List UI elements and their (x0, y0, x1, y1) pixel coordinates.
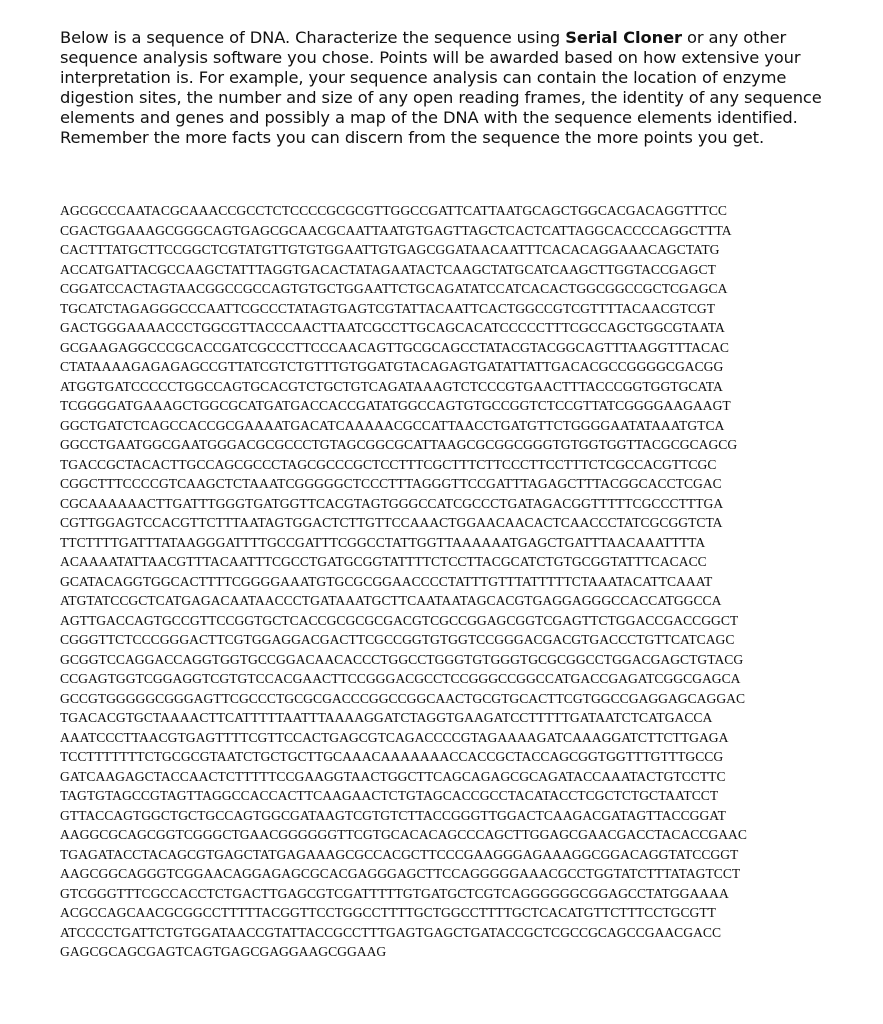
sequence-line: GCGAAGAGGCCCGCACCGATCGCCCTTCCCAACAGTTGCGCAGCCTATACGTACGGCAGTTTAAGGTTTACAC (60, 339, 729, 355)
sequence-line: AAGCGGCAGGGTCGGAACAGGAGAGCGCACGAGGGAGCTTCCAGGGGGAAACGCCTGGTATCTTTATAGTCCT (60, 866, 741, 881)
sequence-line: GGCCTGAATGGCGAATGGGACGCGCCCTGTAGCGGCGCATTAAGCGCGGCGGGTGTGGTGGTTACGCGCAGCG (60, 437, 738, 452)
sequence-line: ACGCCAGCAACGCGGCCTTTTTACGGTTCCTGGCCTTTTGCTGGCCTTTTGCTCACATGTTCTTTCCTGCGTT (60, 905, 716, 920)
sequence-line: CGACTGGAAAGCGGGCAGTGAGCGCAACGCAATTAATGTGAGTTAGCTCACTCATTAGGCACCCCAGGCTTTA (60, 222, 732, 238)
sequence-line: TAGTGTAGCCGTAGTTAGGCCACCACTTCAAGAACTCTGTAGCACCGCCTACATACCTCGCTCTGCTAATCCT (60, 788, 719, 803)
sequence-line: GATCAAGAGCTACCAACTCTTTTTCCGAAGGTAACTGGCTTCAGCAGAGCGCAGATACCAAATACTGTCCTTC (60, 768, 726, 784)
sequence-line: ATGGTGATCCCCCTGGCCAGTGCACGTCTGCTGTCAGATAAAGTCTCCCGTGAACTTTACCCGGTGGTGCATA (60, 378, 723, 394)
sequence-line: TGAGATACCTACAGCGTGAGCTATGAGAAAGCGCCACGCTTCCCGAAGGGAGAAAGGCGGACAGGTATCCGGT (60, 846, 739, 862)
sequence-line: TGACACGTGCTAAAACTTCATTTTTAATTTAAAAGGATCTAGGTGAAGATCCTTTTTGATAATCTCATGACCA (60, 710, 713, 725)
sequence-line: GGCTGATCTCAGCCACCGCGAAAATGACATCAAAAACGCCATTAACCTGATGTTCTGGGGAATATAAATGTCA (60, 417, 725, 433)
sequence-line: TTCTTTTGATTTATAAGGGATTTTGCCGATTTCGGCCTATTGGTTAAAAAATGAGCTGATTTAACAAATTTTA (60, 534, 706, 550)
sequence-line: AGCGCCCAATACGCAAACCGCCTCTCCCCGCGCGTTGGCCGATTCATTAATGCAGCTGGCACGACAGGTTTCC (60, 203, 727, 218)
sequence-line: TCGGGGATGAAAGCTGGCGCATGATGACCACCGATATGGCCAGTGTGCCGGTCTCCGTTATCGGGGAAGAAGT (60, 398, 731, 413)
sequence-line: AAATCCCTTAACGTGAGTTTTCGTTCCACTGAGCGTCAGACCCCGTAGAAAAGATCAAAGGATCTTCTTGAGA (60, 729, 729, 745)
sequence-line: GCGGTCCAGGACCAGGTGGTGCCGGACAACACCCTGGCCTGGGTGTGGGTGCGCGGCCTGGACGAGCTGTACG (60, 651, 744, 667)
sequence-line: TCCTTTTTTTCTGCGCGTAATCTGCTGCTTGCAAACAAAAAAACCACCGCTACCAGCGGTGGTTTGTTTGCCG (60, 749, 724, 764)
sequence-line: AGTTGACCAGTGCCGTTCCGGTGCTCACCGCGCGCGACGTCGCCGGAGCGGTCGAGTTCTGGACCGACCGGCT (60, 612, 739, 628)
sequence-line: CGTTGGAGTCCACGTTCTTTAATAGTGGACTCTTGTTCCAAACTGGAACAACACTCAACCCTATCGCGGTCTA (60, 515, 723, 530)
instructions-text-part2: or any other sequence analysis software you chose. Points will be awarded based on how extensive your interpretation is. For example, your sequence analysis can contain the location of enzyme digestion sites, the number and size of any open reading frames, the identity of any sequence elements and genes and possibly a map of the DNA with the sequence elements identified. Remember the more facts you can discern from the sequence the more points you get. (60, 28, 822, 147)
sequence-line: AAGGCGCAGCGGTCGGGCTGAACGGGGGGTTCGTGCACACAGCCCAGCTTGGAGCGAACGACCTACACCGAAC (60, 827, 747, 842)
sequence-line: ATGTATCCGCTCATGAGACAATAACCCTGATAAATGCTTCAATAATAGCACGTGAGGAGGGCCACCATGGCCA (60, 593, 722, 608)
sequence-line: CGGCTTTCCCCGTCAAGCTCTAAATCGGGGGCTCCCTTTAGGGTTCCGATTTAGAGCTTTACGGCACCTCGAC (60, 476, 722, 491)
sequence-line: GCCGTGGGGGCGGGAGTTCGCCCTGCGCGACCCGGCCGGCAACTGCGTGCACTTCGTGGCCGAGGAGCAGGAC (60, 690, 746, 706)
sequence-line: GTTACCAGTGGCTGCTGCCAGTGGCGATAAGTCGTGTCTTACCGGGTTGGACTCAAGACGATAGTTACCGGAT (60, 807, 726, 823)
sequence-line: ACAAAATATTAACGTTTACAATTTCGCCTGATGCGGTATTTTCTCCTTACGCATCTGTGCGGTATTTCACACC (60, 554, 707, 569)
sequence-line: CACTTTATGCTTCCGGCTCGTATGTTGTGTGGAATTGTGAGCGGATAACAATTTCACACAGGAAACAGCTATG (60, 242, 720, 257)
sequence-line: GCATACAGGTGGCACTTTTCGGGGAAATGTGCGCGGAACCCCTATTTGTTTATTTTTCTAAATACATTCAAAT (60, 573, 713, 589)
sequence-line: TGCATCTAGAGGGCCCAATTCGCCCTATAGTGAGTCGTATTACAATTCACTGGCCGTCGTTTTACAACGTCGT (60, 300, 716, 316)
dna-sequence-block (60, 201, 860, 962)
instructions-text-part1: Below is a sequence of DNA. Characterize the sequence using (60, 28, 566, 47)
instructions-paragraph (60, 28, 840, 148)
sequence-line: GACTGGGAAAACCCTGGCGTTACCCAACTTAATCGCCTTGCAGCACATCCCCCTTTCGCCAGCTGGCGTAATA (60, 320, 725, 335)
sequence-line: GAGCGCAGCGAGTCAGTGAGCGAGGAAGCGGAAG (60, 944, 387, 959)
sequence-line: CGGATCCACTAGTAACGGCCGCCAGTGTGCTGGAATTCTGCAGATATCCATCACACTGGCGGCCGCTCGAGCA (60, 281, 728, 296)
sequence-line: CCGAGTGGTCGGAGGTCGTGTCCACGAACTTCCGGGACGCCTCCGGGCCGGCCATGACCGAGATCGGCGAGCA (60, 671, 741, 686)
sequence-line: CTATAAAAGAGAGAGCCGTTATCGTCTGTTTGTGGATGTACAGAGTGATATTATTGACACGCCGGGGCGACGG (60, 359, 724, 374)
sequence-line: ACCATGATTACGCCAAGCTATTTAGGTGACACTATAGAATACTCAAGCTATGCATCAAGCTTGGTACCGAGCT (60, 261, 716, 277)
sequence-line: GTCGGGTTTCGCCACCTCTGACTTGAGCGTCGATTTTTGTGATGCTCGTCAGGGGGGCGGAGCCTATGGAAAA (60, 885, 729, 901)
sequence-line: ATCCCCTGATTCTGTGGATAACCGTATTACCGCCTTTGAGTGAGCTGATACCGCTCGCCGCAGCCGAACGACC (60, 924, 722, 940)
software-name-bold: Serial Cloner (565, 28, 682, 47)
sequence-line: CGCAAAAAACTTGATTTGGGTGATGGTTCACGTAGTGGGCCATCGCCCTGATAGACGGTTTTTCGCCCTTTGA (60, 495, 724, 511)
sequence-line: TGACCGCTACACTTGCCAGCGCCCTAGCGCCCGCTCCTTTCGCTTTCTTCCCTTCCTTTCTCGCCACGTTCGC (60, 456, 717, 472)
sequence-line: CGGGTTCTCCCGGGACTTCGTGGAGGACGACTTCGCCGGTGTGGTCCGGGACGACGTGACCCTGTTCATCAGC (60, 632, 735, 647)
